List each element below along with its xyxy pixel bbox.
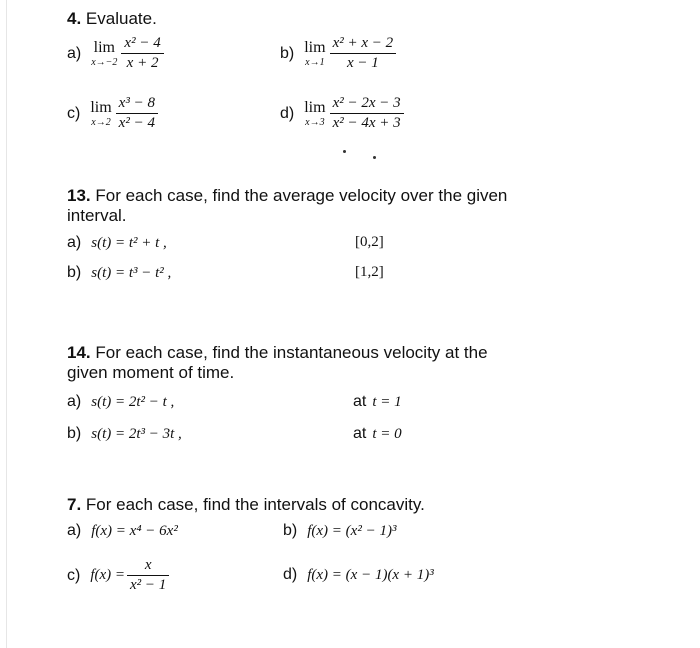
q14a-expression: s(t) = 2t² − t , (91, 393, 175, 410)
q13-line2: interval. (67, 206, 127, 225)
q14b-cond: t = 0 (372, 425, 402, 442)
q7d-expression: f(x) = (x − 1)(x + 1)³ (307, 566, 434, 583)
q14a-cond: t = 1 (372, 393, 402, 410)
q7-title: For each case, find the intervals of concavity. (85, 495, 425, 514)
q7b-expression: f(x) = (x² − 1)³ (307, 522, 397, 539)
q14-number: 14. (67, 343, 91, 362)
at-label: at (353, 425, 367, 442)
fraction-denominator: x² − 1 (130, 577, 167, 593)
q7a-item (67, 522, 178, 540)
q4a-label: a) (67, 44, 82, 62)
q7d-item (283, 566, 434, 584)
lim-word: lim (93, 39, 115, 56)
fraction-denominator: x² − 4x + 3 (332, 115, 401, 131)
lim-word: lim (90, 99, 112, 116)
at-label: at (353, 393, 367, 410)
fraction-numerator: x³ − 8 (118, 95, 155, 111)
q7d-label: d) (283, 566, 298, 583)
q4a-lim (91, 39, 117, 68)
q14-heading (67, 343, 667, 383)
q13-number: 13. (67, 186, 91, 205)
q7c-label: c) (67, 566, 81, 584)
q7c-fraction (127, 556, 169, 595)
q7-number: 7. (67, 495, 82, 514)
q13-heading (67, 186, 667, 226)
q4d-item (280, 94, 404, 133)
q4a-fraction (121, 34, 163, 73)
q13a-interval: [0,2] (355, 234, 384, 250)
q4c-fraction (116, 94, 158, 133)
q14-line2: given moment of time. (67, 363, 235, 382)
q4-title: Evaluate. (85, 9, 157, 28)
q7b-item (283, 522, 396, 540)
q4-heading (67, 9, 157, 29)
q4b-fraction (330, 34, 397, 73)
q4c-lim (90, 99, 111, 128)
fraction-denominator: x² − 4 (118, 115, 155, 131)
q13-line1: For each case, find the average velocity over the given (95, 186, 508, 205)
q14b-item (67, 425, 182, 443)
q4c-item (67, 94, 158, 133)
fraction-numerator: x² − 2x − 3 (332, 95, 401, 111)
q4c-label: c) (67, 104, 81, 122)
q14a-condition (353, 393, 402, 411)
q4d-fraction (330, 94, 404, 133)
q4-number: 4. (67, 9, 82, 28)
fraction-numerator: x (144, 557, 152, 573)
q14-line1: For each case, find the instantaneous velocity at the (95, 343, 488, 362)
stray-dot (343, 150, 346, 153)
q4d-lim (304, 99, 325, 128)
q4b-item (280, 34, 396, 73)
lim-subscript: x→−2 (91, 57, 118, 68)
q7a-label: a) (67, 522, 82, 539)
q14b-condition (353, 425, 402, 443)
stray-dot (373, 156, 376, 159)
q7c-item (67, 556, 169, 595)
q14a-item (67, 393, 174, 411)
q4d-label: d) (280, 104, 295, 122)
q13a-expression: s(t) = t² + t , (91, 234, 167, 251)
q13a-label: a) (67, 234, 82, 251)
lim-subscript: x→1 (305, 57, 325, 68)
fraction-numerator: x² + x − 2 (332, 35, 394, 51)
q7-heading (67, 495, 425, 515)
q13b-expression: s(t) = t³ − t² , (91, 264, 172, 281)
page-edge-line (6, 0, 7, 648)
lim-word: lim (304, 39, 326, 56)
q14b-expression: s(t) = 2t³ − 3t , (91, 425, 182, 442)
q4b-label: b) (280, 44, 295, 62)
q7b-label: b) (283, 522, 298, 539)
q13b-item (67, 264, 171, 282)
lim-word: lim (304, 99, 326, 116)
lim-subscript: x→3 (305, 117, 325, 128)
q4a-item (67, 34, 164, 73)
q13b-label: b) (67, 264, 82, 281)
q7c-lhs: f(x) = (90, 567, 126, 583)
lim-subscript: x→2 (91, 117, 111, 128)
fraction-denominator: x − 1 (346, 55, 379, 71)
q13b-interval: [1,2] (355, 264, 384, 280)
q14a-label: a) (67, 393, 82, 410)
q4b-lim (304, 39, 325, 68)
fraction-denominator: x + 2 (126, 55, 159, 71)
q13a-item (67, 234, 167, 252)
fraction-numerator: x² − 4 (124, 35, 161, 51)
q7a-expression: f(x) = x⁴ − 6x² (91, 522, 178, 539)
q14b-label: b) (67, 425, 82, 442)
